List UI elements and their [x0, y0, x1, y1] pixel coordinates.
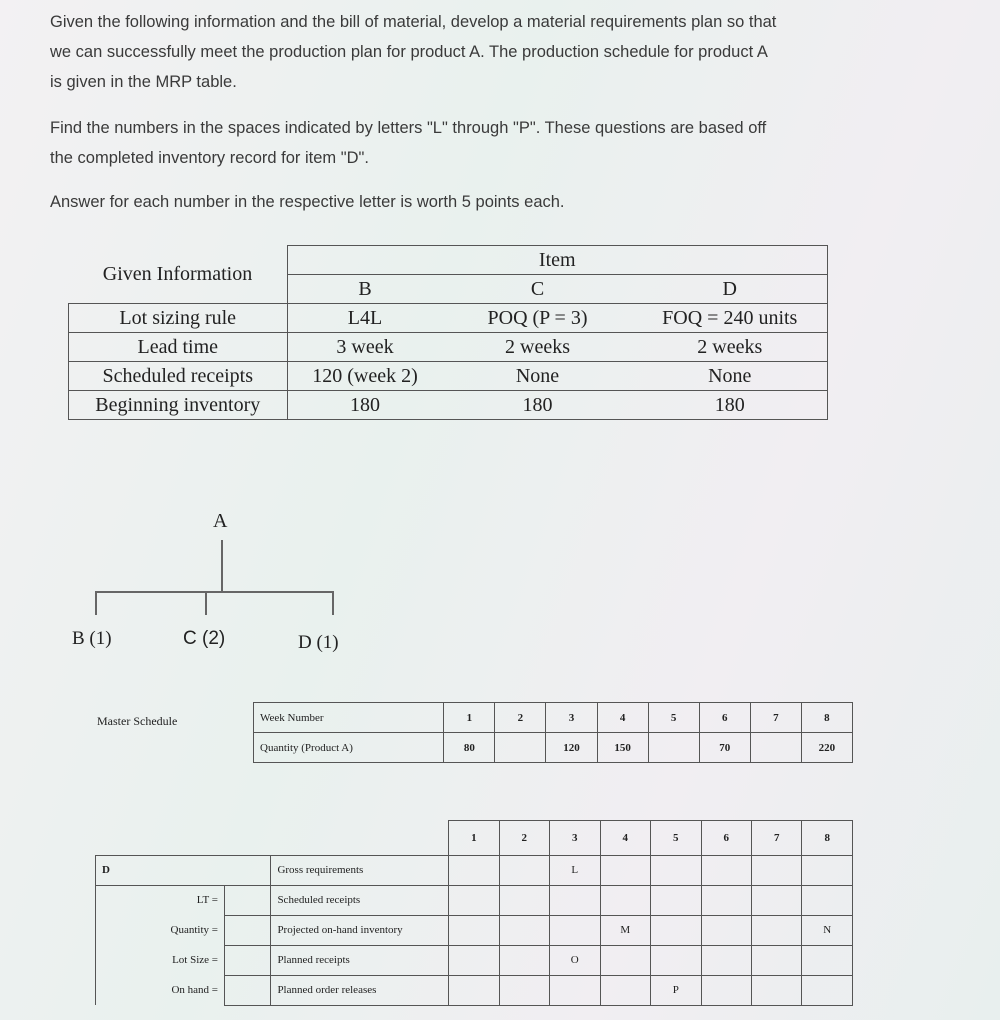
record-cell[interactable] — [550, 915, 601, 945]
bom-connector — [221, 540, 223, 592]
record-cell[interactable]: O — [550, 945, 601, 975]
text-line: Find the numbers in the spaces indicated by letters "L" through "P". These questions are based off — [50, 119, 767, 137]
record-cell[interactable] — [499, 975, 549, 1005]
record-cell[interactable]: P — [651, 975, 701, 1005]
quantity-cell: 80 — [444, 733, 495, 763]
quantity-cell: 120 — [546, 733, 597, 763]
row-scheduled-receipts — [69, 362, 828, 391]
record-cell[interactable] — [600, 885, 651, 915]
week-header: 4 — [597, 703, 648, 733]
bom-child-b: B (1) — [72, 628, 112, 649]
text-line: the completed inventory record for item "D". — [50, 149, 369, 167]
bom-connector — [205, 591, 207, 615]
record-row — [96, 885, 853, 915]
row-label: Gross requirements — [271, 855, 449, 885]
bom-child-c: C (2) — [183, 628, 226, 649]
item-header: Item — [287, 246, 828, 275]
cell: POQ (P = 3) — [443, 304, 633, 333]
bom-connector — [332, 591, 334, 615]
row-label: Beginning inventory — [69, 391, 288, 420]
instruction-paragraph-1 — [50, 7, 930, 97]
week-header: 8 — [802, 821, 853, 856]
record-cell[interactable] — [449, 915, 499, 945]
week-header: 6 — [699, 703, 750, 733]
record-cell[interactable] — [802, 885, 853, 915]
instruction-paragraph-3: Answer for each number in the respective letter is worth 5 points each. — [50, 193, 565, 211]
bom-connector — [95, 591, 333, 593]
quantity-cell: 70 — [699, 733, 750, 763]
record-cell[interactable]: M — [600, 915, 651, 945]
row-lot-sizing — [69, 304, 828, 333]
given-information-table — [68, 245, 828, 420]
cell: 180 — [633, 391, 828, 420]
bom-parent-a: A — [213, 510, 228, 532]
quantity-cell — [495, 733, 546, 763]
cell: None — [633, 362, 828, 391]
param-value-field[interactable] — [224, 975, 270, 1005]
record-cell[interactable] — [802, 945, 853, 975]
param-value-field[interactable] — [224, 915, 270, 945]
quantity-cell — [648, 733, 699, 763]
cell: 2 weeks — [443, 333, 633, 362]
week-header: 4 — [600, 821, 651, 856]
item-c: C — [443, 275, 633, 304]
record-cell[interactable] — [499, 915, 549, 945]
record-cell[interactable] — [802, 855, 853, 885]
record-row — [96, 975, 853, 1005]
record-cell[interactable] — [449, 885, 499, 915]
record-cell[interactable] — [499, 855, 549, 885]
week-header: 5 — [651, 821, 701, 856]
row-label: Planned order releases — [271, 975, 449, 1005]
week-header: 2 — [495, 703, 546, 733]
week-header: 7 — [751, 821, 801, 856]
given-info-title: Given Information — [69, 246, 288, 304]
cell: 3 week — [287, 333, 443, 362]
record-cell[interactable] — [751, 915, 801, 945]
row-label: Scheduled receipts — [69, 362, 288, 391]
record-cell[interactable] — [751, 885, 801, 915]
record-cell[interactable] — [701, 945, 751, 975]
record-cell[interactable] — [449, 975, 499, 1005]
record-cell[interactable] — [701, 915, 751, 945]
week-header: 5 — [648, 703, 699, 733]
week-header: 8 — [801, 703, 852, 733]
week-header: 1 — [449, 821, 499, 856]
text-line: Given the following information and the bill of material, develop a material requirements plan so that — [50, 13, 777, 31]
record-cell[interactable] — [449, 855, 499, 885]
quantity-cell: 150 — [597, 733, 648, 763]
row-label: Planned receipts — [271, 945, 449, 975]
item-label: D — [96, 855, 271, 885]
week-header: 1 — [444, 703, 495, 733]
week-header: 2 — [499, 821, 549, 856]
record-cell[interactable] — [802, 975, 853, 1005]
record-cell[interactable] — [651, 855, 701, 885]
row-label: Projected on-hand inventory — [271, 915, 449, 945]
row-beginning-inventory — [69, 391, 828, 420]
record-cell[interactable] — [751, 945, 801, 975]
master-schedule-table — [253, 702, 853, 763]
week-header: 3 — [550, 821, 601, 856]
cell: 180 — [443, 391, 633, 420]
param-value-field[interactable] — [224, 945, 270, 975]
record-row — [96, 855, 853, 885]
param-label: Quantity = — [96, 915, 225, 945]
record-cell[interactable] — [499, 885, 549, 915]
blank-corner — [96, 821, 449, 856]
record-cell[interactable] — [550, 975, 601, 1005]
record-cell[interactable] — [449, 945, 499, 975]
bom-child-d: D (1) — [298, 632, 339, 653]
cell: 180 — [287, 391, 443, 420]
instruction-paragraph-2 — [50, 113, 930, 173]
text-line: is given in the MRP table. — [50, 73, 237, 91]
week-header: 7 — [750, 703, 801, 733]
cell: None — [443, 362, 633, 391]
row-label: Lot sizing rule — [69, 304, 288, 333]
cell: L4L — [287, 304, 443, 333]
item-d: D — [633, 275, 828, 304]
week-number-label: Week Number — [254, 703, 444, 733]
row-label: Lead time — [69, 333, 288, 362]
quantity-cell: 220 — [801, 733, 852, 763]
param-label: On hand = — [96, 975, 225, 1005]
record-cell[interactable] — [600, 975, 651, 1005]
record-cell[interactable] — [550, 885, 601, 915]
record-row — [96, 945, 853, 975]
quantity-cell — [750, 733, 801, 763]
record-cell[interactable] — [499, 945, 549, 975]
record-cell[interactable]: L — [550, 855, 601, 885]
record-cell[interactable] — [651, 945, 701, 975]
record-cell[interactable] — [600, 855, 651, 885]
bom-connector — [95, 591, 97, 615]
record-cell[interactable] — [701, 855, 751, 885]
param-value-field[interactable] — [224, 885, 270, 915]
record-cell[interactable] — [701, 885, 751, 915]
record-cell[interactable]: N — [802, 915, 853, 945]
master-schedule-label: Master Schedule — [97, 714, 178, 728]
record-cell[interactable] — [751, 855, 801, 885]
record-cell[interactable] — [600, 945, 651, 975]
row-lead-time — [69, 333, 828, 362]
row-label: Scheduled receipts — [271, 885, 449, 915]
record-row — [96, 915, 853, 945]
inventory-record-d-table — [95, 820, 853, 1006]
cell: 120 (week 2) — [287, 362, 443, 391]
quantity-label: Quantity (Product A) — [254, 733, 444, 763]
record-cell[interactable] — [651, 885, 701, 915]
record-cell[interactable] — [651, 915, 701, 945]
record-cell[interactable] — [701, 975, 751, 1005]
week-header: 3 — [546, 703, 597, 733]
record-cell[interactable] — [751, 975, 801, 1005]
param-label: Lot Size = — [96, 945, 225, 975]
param-label: LT = — [96, 885, 225, 915]
week-header: 6 — [701, 821, 751, 856]
item-b: B — [287, 275, 443, 304]
cell: FOQ = 240 units — [633, 304, 828, 333]
text-line: we can successfully meet the production plan for product A. The production schedule for product A — [50, 43, 768, 61]
cell: 2 weeks — [633, 333, 828, 362]
